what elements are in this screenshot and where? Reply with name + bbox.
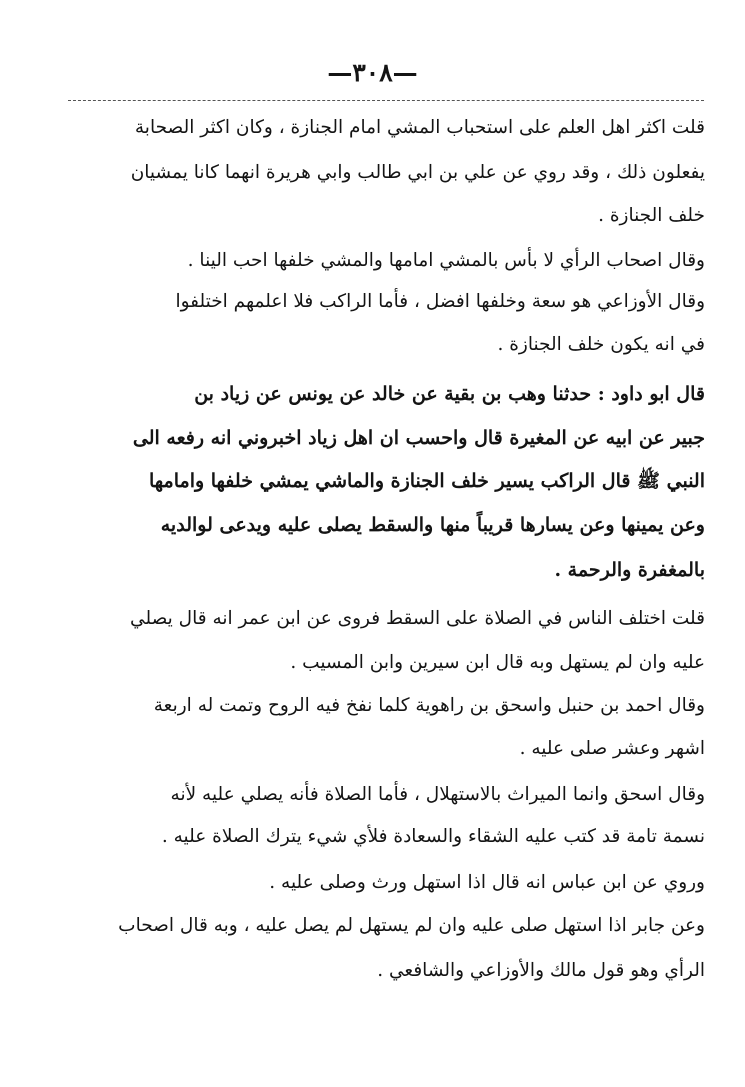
text-line: النبي ﷺ قال الراكب يسير خلف الجنازة والماشي يمشي خلفها وامامها bbox=[149, 470, 705, 492]
text-line: وعن جابر اذا استهل صلى عليه وان لم يستهل لم يصل عليه ، وبه قال اصحاب bbox=[118, 915, 705, 936]
text-line: وعن يمينها وعن يسارها قريباً منها والسقط يصلى عليه ويدعى لوالديه bbox=[160, 514, 705, 536]
text-line: وقال الأوزاعي هو سعة وخلفها افضل ، فأما الراكب فلا اعلمهم اختلفوا bbox=[175, 291, 705, 312]
text-line: الرأي وهو قول مالك والأوزاعي والشافعي . bbox=[377, 960, 705, 981]
text-line: قال ابو داود : حدثنا وهب بن بقية عن خالد عن يونس عن زياد بن bbox=[194, 383, 705, 405]
text-line: وروي عن ابن عباس انه قال اذا استهل ورث وصلى عليه . bbox=[269, 872, 705, 893]
text-line: قلت اختلف الناس في الصلاة على السقط فروى عن ابن عمر انه قال يصلي bbox=[130, 608, 705, 629]
text-line: جبير عن ابيه عن المغيرة قال واحسب ان اهل زياد اخبروني انه رفعه الى bbox=[132, 427, 705, 449]
text-line: في انه يكون خلف الجنازة . bbox=[497, 334, 705, 355]
text-line: وقال اصحاب الرأي لا بأس بالمشي امامها والمشي خلفها احب الينا . bbox=[187, 250, 705, 271]
text-line: وقال اسحق وانما الميراث بالاستهلال ، فأما الصلاة فأنه يصلي عليه لأنه bbox=[170, 784, 705, 805]
text-line: يفعلون ذلك ، وقد روي عن علي بن ابي طالب وابي هريرة انهما كانا يمشيان bbox=[130, 162, 705, 183]
text-line: بالمغفرة والرحمة . bbox=[554, 559, 705, 581]
text-line: خلف الجنازة . bbox=[598, 205, 705, 226]
text-line: قلت اكثر اهل العلم على استحباب المشي امام الجنازة ، وكان اكثر الصحابة bbox=[134, 117, 705, 138]
text-line: اشهر وعشر صلى عليه . bbox=[519, 738, 705, 759]
text-line: وقال احمد بن حنبل واسحق بن راهوية كلما نفخ فيه الروح وتمت له اربعة bbox=[153, 695, 705, 716]
text-line: نسمة تامة قد كتب عليه الشقاء والسعادة فلأي شيء يترك الصلاة عليه . bbox=[161, 826, 705, 847]
page-number: —٣٠٨— bbox=[327, 58, 418, 87]
text-line: عليه وان لم يستهل وبه قال ابن سيرين وابن المسيب . bbox=[290, 652, 705, 673]
header-rule bbox=[68, 100, 704, 101]
